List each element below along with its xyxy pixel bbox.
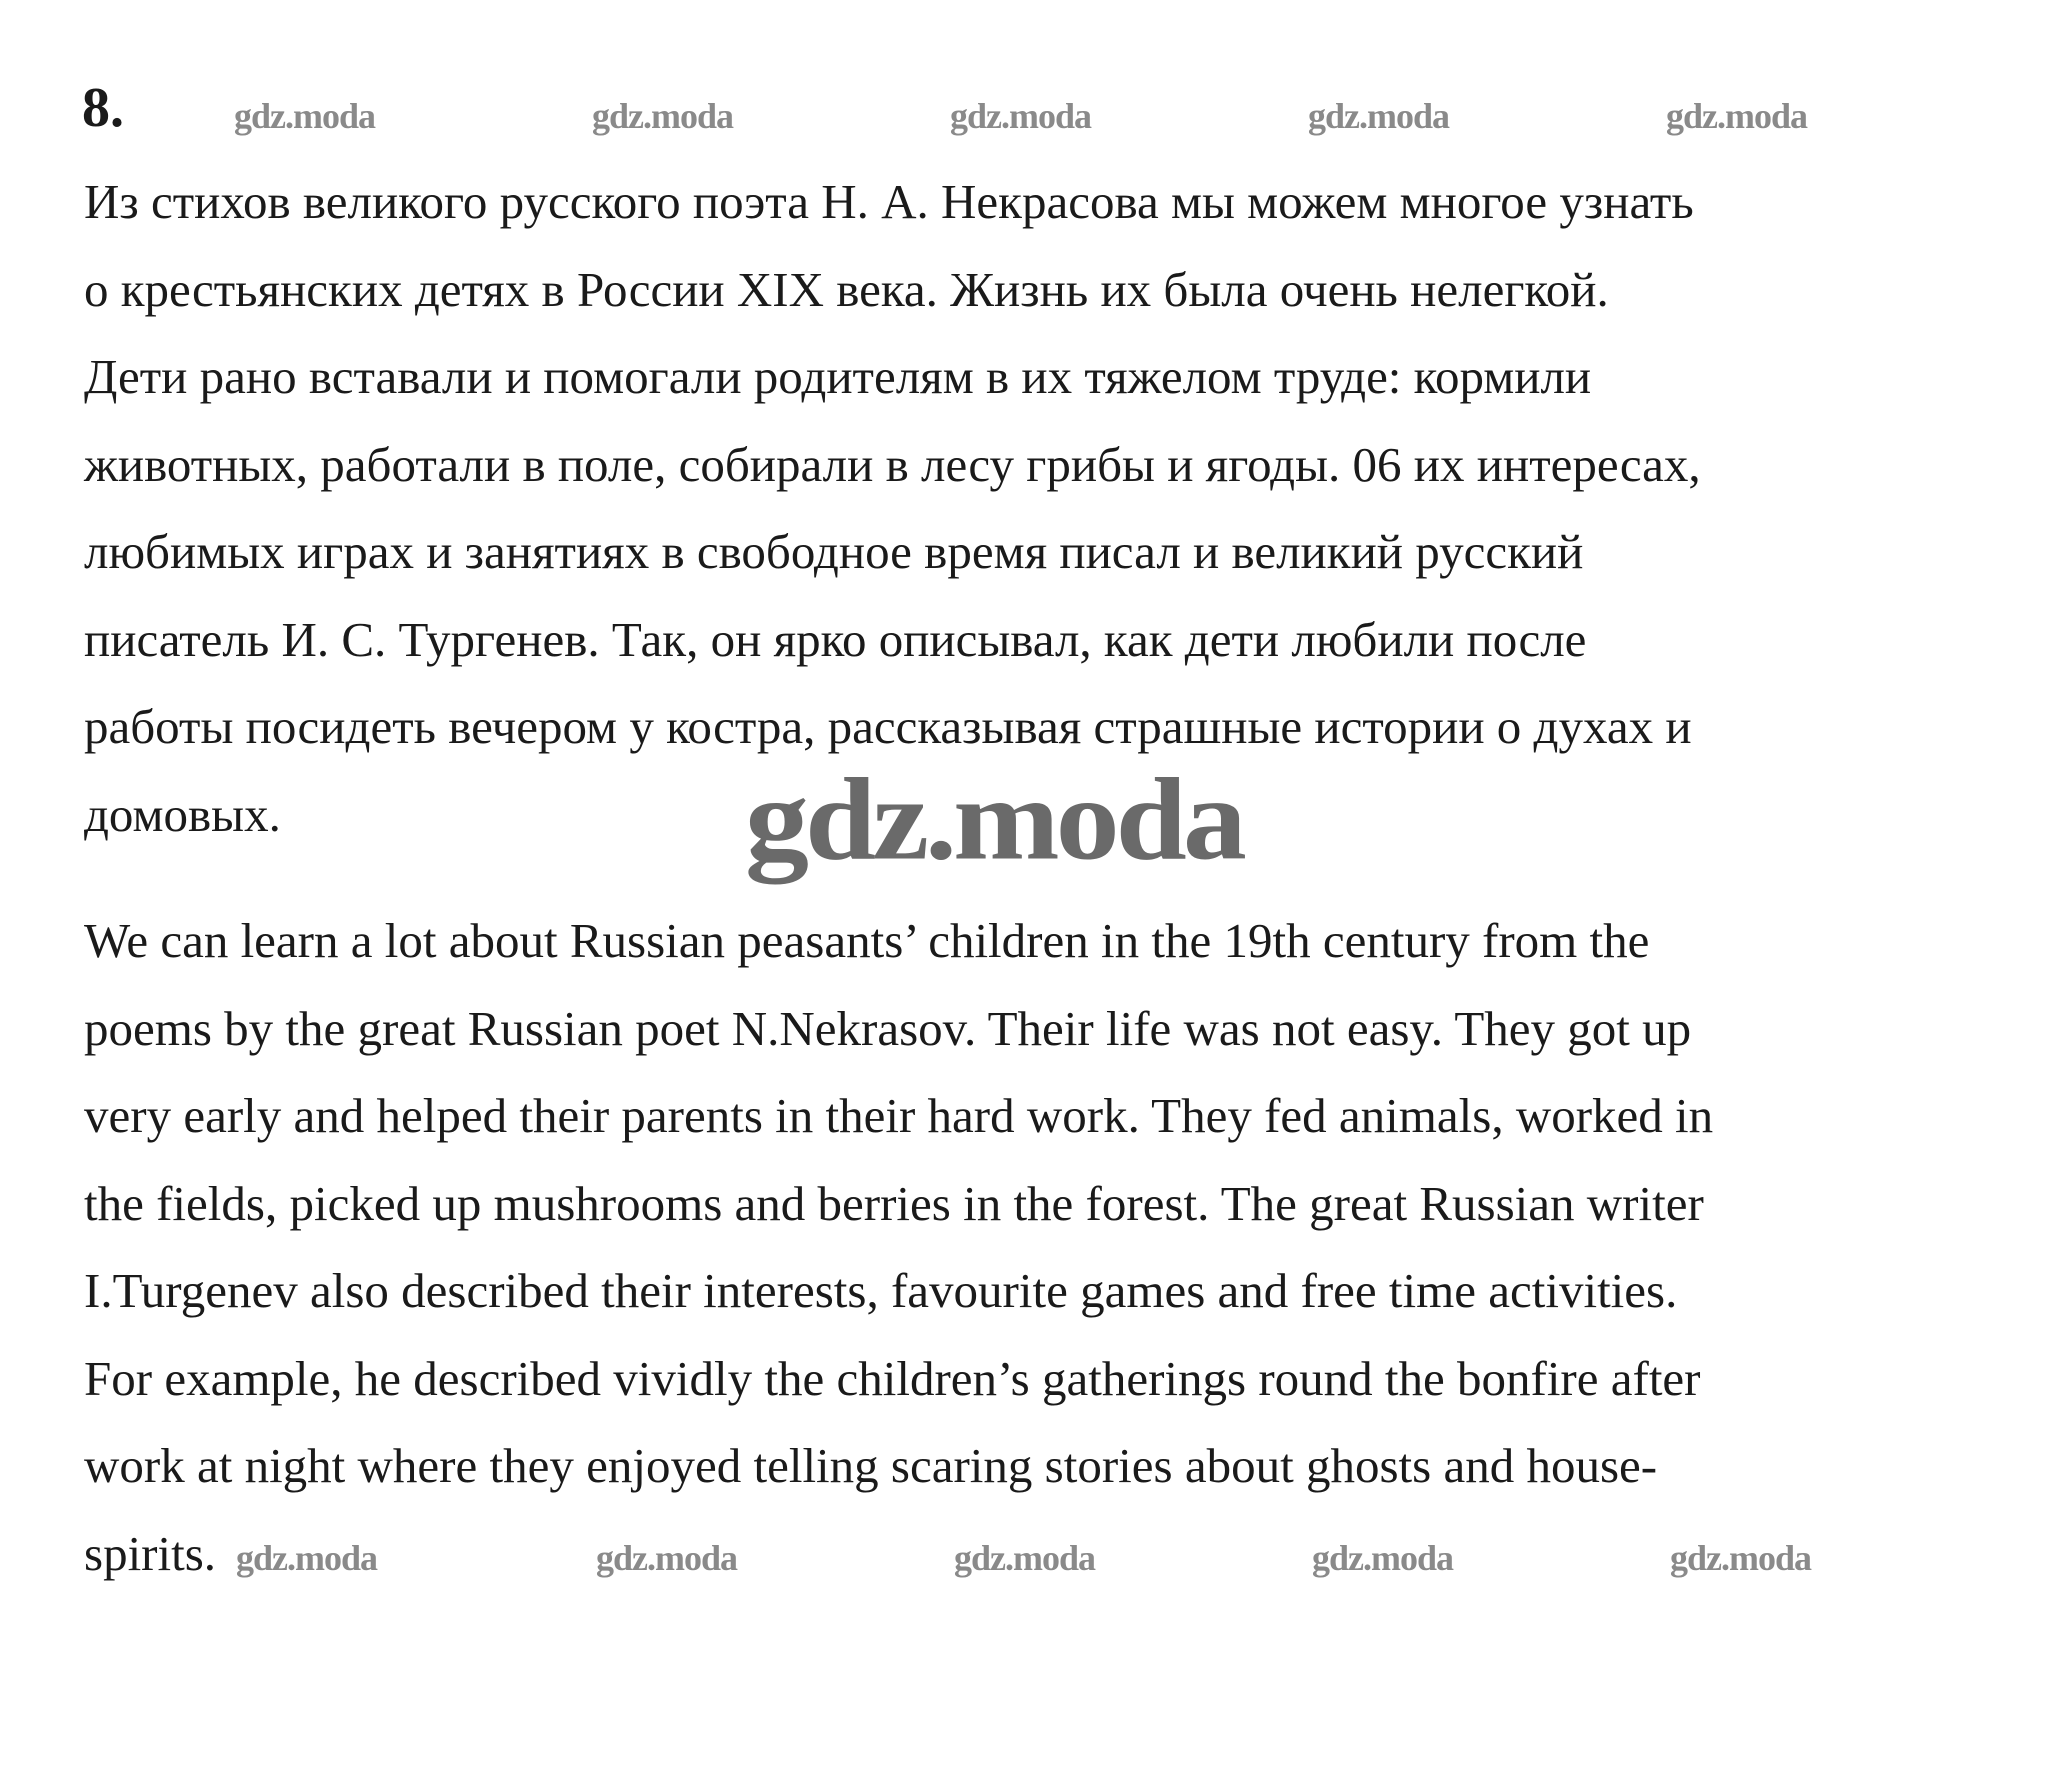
paragraph-line: домовых.: [84, 786, 281, 842]
paragraph-line: spirits.: [84, 1525, 217, 1581]
watermark: gdz.moda: [236, 1538, 378, 1578]
paragraph-line: о крестьянских детях в России XIX века. Жизнь их была очень нелегкой.: [84, 261, 1609, 317]
watermark-large: gdz.moda: [745, 753, 1243, 885]
watermark: gdz.moda: [1666, 96, 1808, 136]
watermark: gdz.moda: [234, 96, 376, 136]
paragraph-line: For example, he described vividly the children’s gatherings round the bonfire after: [84, 1350, 1701, 1406]
watermark: gdz.moda: [1312, 1538, 1454, 1578]
english-paragraph: [84, 897, 2044, 1597]
paragraph-line: писатель И. С. Тургенев. Так, он ярко описывал, как дети любили после: [84, 611, 1587, 667]
paragraph-line: We can learn a lot about Russian peasants’ children in the 19th century from the: [84, 913, 1650, 968]
paragraph-line: work at night where they enjoyed telling scaring stories about ghosts and house-: [84, 1438, 1658, 1493]
watermark: gdz.moda: [596, 1538, 738, 1578]
paragraph-line: работы посидеть вечером у костра, рассказывая страшные истории о духах и: [84, 699, 1692, 754]
watermark: gdz.moda: [950, 96, 1092, 136]
watermark: gdz.moda: [1308, 96, 1450, 136]
paragraph-line: I.Turgenev also described their interests, favourite games and free time activities.: [84, 1263, 1678, 1318]
watermark: gdz.moda: [954, 1538, 1096, 1578]
paragraph-line: любимых играх и занятиях в свободное время писал и великий русский: [84, 524, 1584, 579]
paragraph-line: Дети рано вставали и помогали родителям в их тяжелом труде: кормили: [84, 349, 1592, 404]
paragraph-line: животных, работали в поле, собирали в лесу грибы и ягоды. 06 их интересах,: [84, 436, 1701, 492]
watermark: gdz.moda: [592, 96, 734, 136]
task-number: 8.: [82, 77, 124, 139]
paragraph-line: very early and helped their parents in their hard work. They fed animals, worked in: [84, 1088, 1714, 1143]
paragraph-line: the fields, picked up mushrooms and berries in the forest. The great Russian writer: [84, 1175, 1704, 1231]
paragraph-line: poems by the great Russian poet N.Nekrasov. Their life was not easy. They got up: [84, 1000, 1692, 1056]
watermark: gdz.moda: [1670, 1538, 1812, 1578]
paragraph-line: Из стихов великого русского поэта Н. А. Некрасова мы можем многое узнать: [84, 174, 1694, 229]
